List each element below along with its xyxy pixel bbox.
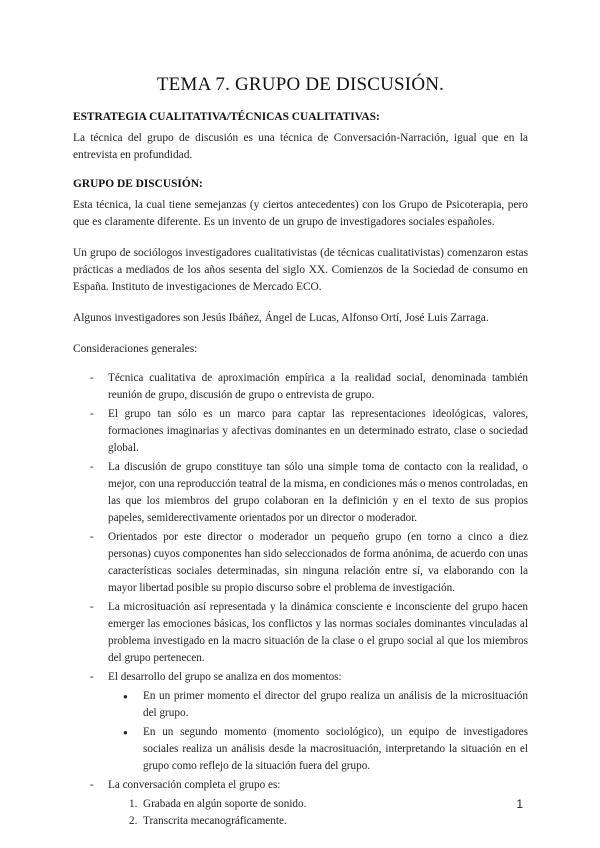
step-text: Transcrita mecanográficamente. [143,815,287,827]
section-heading-discussion-group: GRUPO DE DISCUSIÓN: [73,178,203,190]
list-item: - La discusión de grupo constituye tan sólo una simple toma de contacto con la realidad, o mejor, con una reproducción teatral de la misma, en condiciones más o menos controladas, en las que los miembros del grupo colaboran en la definición y en el texto de sus propios papeles, semiderectivamente orientados por un director o moderador. [73,459,528,527]
list-item: ● En un primer momento el director del grupo realiza un análisis de la microsituación del grupo. [73,688,528,722]
paragraph-technique: Esta técnica, la cual tiene semejanzas (y ciertos antecedentes) con los Grupo de Psicoterapia, pero que es claramente diferente. Es un invento de un grupo de investigadores sociales españoles. [73,199,528,228]
considerations-list [73,370,528,686]
conversation-list [73,777,528,794]
list-item [73,669,528,686]
conversation-steps [73,796,528,830]
page-title: TEMA 7. GRUPO DE DISCUSIÓN. [156,74,445,95]
list-item: - Técnica cualitativa de aproximación empírica a la realidad social, denominada también reunión de grupo, discusión de grupo o entrevista de grupo. [73,370,528,404]
paragraph-considerations: Consideraciones generales: [73,343,198,355]
list-item: ● En un segundo momento (momento sociológico), un equipo de investigadores sociales realiza un análisis desde la macrosituación, interpretando la situación en el grupo como reflejo de la situación fuera del grupo. [73,724,528,775]
paragraph-researchers: Algunos investigadores son Jesús Ibáñez, Ángel de Lucas, Alfonso Ortí, José Luis Zarraga. [73,312,489,324]
list-item: - La conversación completa el grupo es: [73,777,528,794]
step-number: 2. [129,815,138,827]
paragraph-history: Un grupo de sociólogos investigadores cualitativistas (de técnicas cualitativistas) comenzaron estas prácticas a mediados de los años sesenta del siglo XX. Comienzos de la Sociedad de consumo en España. Instituto de investigaciones de Mercado ECO. [73,247,528,293]
step-number: 1. [129,798,138,810]
document-page [73,74,528,830]
step-text: Grabada en algún soporte de sonido. [143,798,307,810]
page-number: 1 [516,797,523,811]
moments-list [73,688,528,775]
list-item-text: El desarrollo del grupo se analiza en dos momentos: [108,671,342,683]
list-item: - La microsituación así representada y la dinámica consciente e inconsciente del grupo hacen emerger las emociones básicas, los conflictos y las normas sociales dominantes vinculadas al problema investigado en la macro situación de la clase o el grupo social al que los miembros del grupo pertenecen. [73,599,528,667]
list-item [73,796,528,813]
section-heading-strategy: ESTRATEGIA CUALITATIVA/TÉCNICAS CUALITATIVAS: [73,111,380,123]
paragraph-strategy: La técnica del grupo de discusión es una técnica de Conversación-Narración, igual que en la entrevista en profundidad. [73,132,528,161]
list-item: - El grupo tan sólo es un marco para captar las representaciones ideológicas, valores, formaciones imaginarias y afectivas dominantes en un determinado estrato, clase o sociedad global. [73,406,528,457]
list-item [73,813,528,830]
list-item: - Orientados por este director o moderador un pequeño grupo (en torno a cinco a diez personas) cuyos componentes han sido seleccionados de forma anónima, de acuerdo con unas características sociales determinadas, sin ninguna relación entre sí, va elaborando con la mayor libertad posible su propio discurso sobre el problema de investigación. [73,529,528,597]
